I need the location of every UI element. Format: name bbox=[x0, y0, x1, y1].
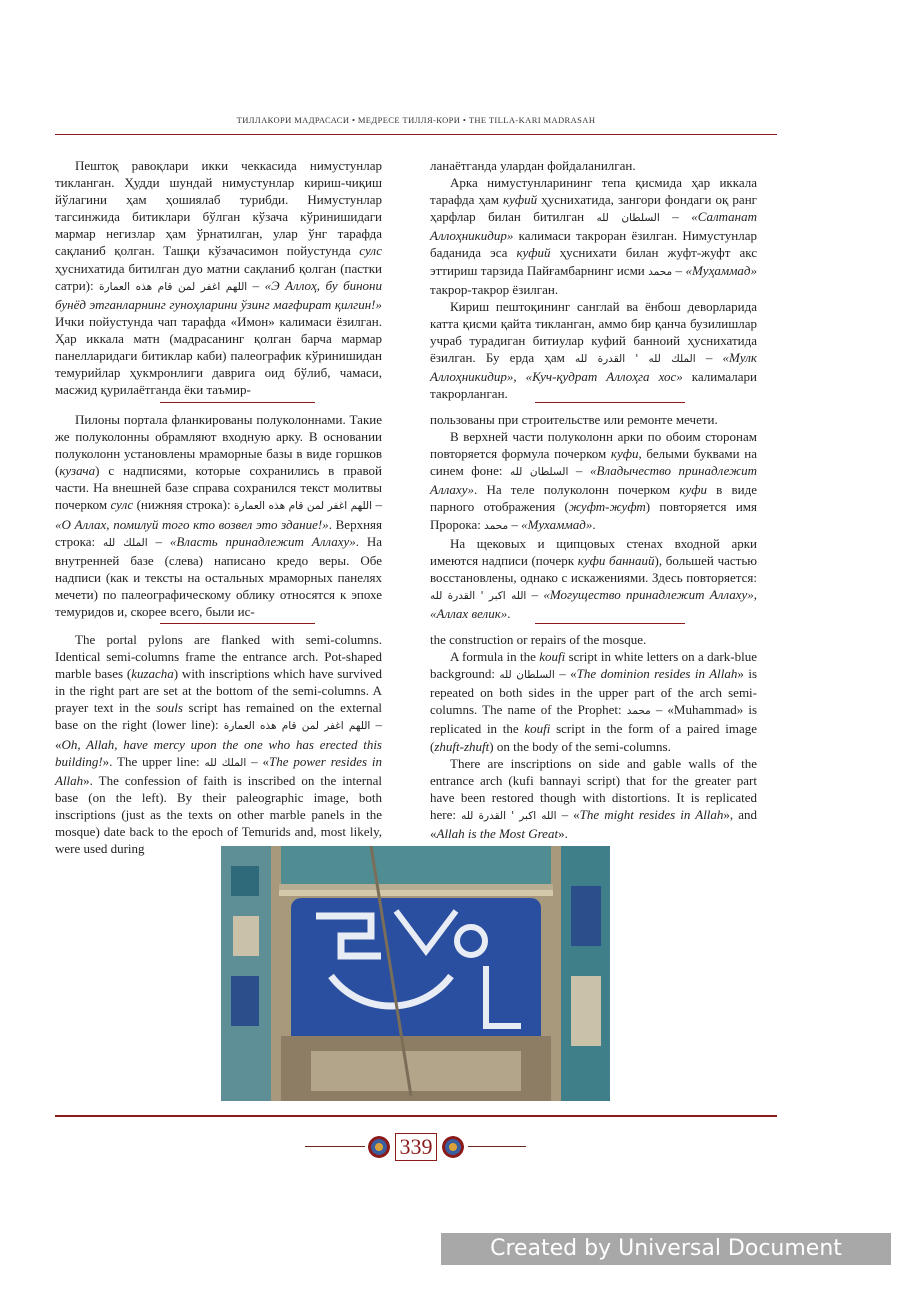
russian-column-right bbox=[430, 411, 757, 622]
ornament-line bbox=[305, 1146, 365, 1147]
english-paragraph: The portal pylons are flanked with semi-columns. Identical semi-columns frame the entrance arch. Pot-shaped marble bases (kuzacha) with inscriptions which have survived in the right part are set at the bottom of the semi-columns. A prayer text in the souls script has remained on the external base on the right (lower line): اللهم اغفر لمن قام هذه العمارة – «Oh, Allah, have mercy upon the one who has erected this building!». The upper line: الملك لله – «The power resides in Allah». The confession of faith is inscribed on the internal base (on the left). By their paleographic image, both inscriptions (just as the texts on other marble panels in the mosque) date back to the epoch of Temurids and, most likely, were used during bbox=[55, 632, 382, 857]
russian-column-left bbox=[55, 411, 382, 620]
russian-paragraph: Пилоны портала фланкированы полуколоннами. Такие же полуколонны обрамляют входную арку. В основании полуколонн установлены мраморные базы в виде горшков (кузача) с надписями, которые сохранились в правой части. На внешней базе справа сохранился текст молитвы почерком сулс (нижняя строка): اللهم اغفر لمن قام هذه العمارة – «О Аллах, помилуй того кто возвел это здание!». Верхняя строка: الملك لله – «Власть принадлежит Аллаху». На внутренней базе (слева) написано кредо веры. Обе надписи (как и тексты на остальных мраморных панелях мечети) по палеографическому облику относятся к эпохе темуридов и, скорее всего, были ис- bbox=[55, 412, 382, 620]
floral-ornament-icon bbox=[368, 1136, 390, 1158]
page-number-ornament bbox=[300, 1132, 530, 1162]
english-column-left bbox=[55, 631, 382, 857]
footer-rule bbox=[55, 1115, 777, 1117]
uzbek-paragraph: Пештоқ равоқлари икки чеккасида нимустунлар тикланган. Ҳудди шундай нимустунлар кириш-чиқиш йўлагини ҳам ҳошиялаб турибди. Нимустунлар тагсинжида битиклари бўлган кўзача кўринишидаги мармар негизлар ҳам ўрнатилган, улар ўнг тарафда сақланиб қолган. Ташқи кўзачасимон пойустунда сулс ҳуснихатида битилган дуо матни сақланиб қолган (пастки сатри): اللهم اغفر لمن قام هذه العمارة – «Э Аллоҳ, бу бинони бунёд этганларнинг гуноҳларини ўзинг мағфират қилгин!» Ички пойустунда чап тарафда «Имон» калимаси ёзилган. Ҳар иккала матн (мадрасанинг қолган барча мармар панелларидаги битиклар каби) палеографик кўринишидан темурийлар ҳукмронлиги даврига оид бўлиб, чамаси, масжид қурилаётганда ёки таъмир- bbox=[55, 158, 383, 398]
section-divider bbox=[160, 623, 315, 624]
uzbek-column-right bbox=[430, 157, 757, 402]
uzbek-paragraph: Кириш пештоқининг санглай ва ёнбош деворларида катта қисми қайта тикланган, аммо бир қанча бузилишлар учраб турадиган битиулар куфий банноий ҳуснихатида ёзилган. Бу ерда ҳам الملك لله ' القدرة لله – «Мулк Аллоҳникидир», «Куч-қудрат Аллоҳга хос» калималари такрорланган. bbox=[430, 298, 758, 402]
uzbek-paragraph: ланаётганда улардан фойдаланилган. bbox=[430, 158, 636, 173]
uzbek-column-left bbox=[55, 157, 382, 398]
header-rule bbox=[55, 134, 777, 135]
russian-paragraph: В верхней части полуколонн арки по обоим сторонам повторяется формула почерком куфи, белыми буквами на синем фоне: السلطان لله – «Владычество принадлежит Аллаху». На теле полуколонн почерком куфи в виде парного отображения (жуфт-жуфт) повторяется имя Пророка: محمد – «Мухаммад». bbox=[430, 429, 758, 532]
ornament-line bbox=[468, 1146, 526, 1147]
section-divider bbox=[160, 402, 315, 403]
tile-mosaic-illustration bbox=[221, 846, 610, 1101]
floral-ornament-icon bbox=[442, 1136, 464, 1158]
english-paragraph: There are inscriptions on side and gable walls of the entrance arch (kufi bannayi script) that for the greater part have been restored though with distortions. It is replicated here: الله اكبر ' القدرة لله – «The might resides in Allah», and «Allah is the Most Great». bbox=[430, 755, 758, 842]
russian-paragraph: На щековых и щипцовых стенах входной арки имеются надписи (почерк куфи баннаий), большей частью восстановлены, однако с искажениями. Здесь повторяется: الله اكبر ' القدرة لله – «Могущество принадлежит Аллаху», «Аллах велик». bbox=[430, 535, 757, 622]
russian-paragraph: пользованы при строительстве или ремонте мечети. bbox=[430, 412, 718, 427]
english-paragraph: the construction or repairs of the mosque. bbox=[430, 632, 647, 647]
running-header: ТИЛЛАКОРИ МАДРАСАСИ • МЕДРЕСЕ ТИЛЛЯ-КОРИ • THE TILLA-KARI MADRASAH bbox=[236, 115, 596, 125]
english-column-right bbox=[430, 631, 757, 842]
section-divider bbox=[535, 623, 685, 624]
section-divider bbox=[535, 402, 685, 403]
english-paragraph: A formula in the koufi script in white letters on a dark-blue background: السلطان لله – «The dominion resides in Allah» is repeated on both sides in the upper part of the arch semi-columns. The name of the Prophet: محمد – «Muhammad» is replicated in the koufi script in the form of a paired image (zhuft-zhuft) on the body of the semi-columns. bbox=[430, 649, 758, 754]
page-number: 339 bbox=[395, 1133, 437, 1161]
uzbek-paragraph: Арка нимустунларининг тепа қисмида ҳар иккала тарафда ҳам куфий ҳуснихатида, зангори фондаги оқ ранг ҳарфлар билан битилган السلطان لله – «Салтанат Аллоҳникидир» калимаси такроран ёзилган. Нимустунлар баданида эса куфий ҳуснихати билан жуфт-жуфт акс эттириш тарзида Пайғамбарнинг исми محمد – «Муҳаммад» такрор-такрор ёзилган. bbox=[430, 175, 758, 297]
converter-watermark: Created by Universal Document Converter bbox=[441, 1233, 891, 1265]
tiled-column-photo bbox=[221, 846, 610, 1101]
